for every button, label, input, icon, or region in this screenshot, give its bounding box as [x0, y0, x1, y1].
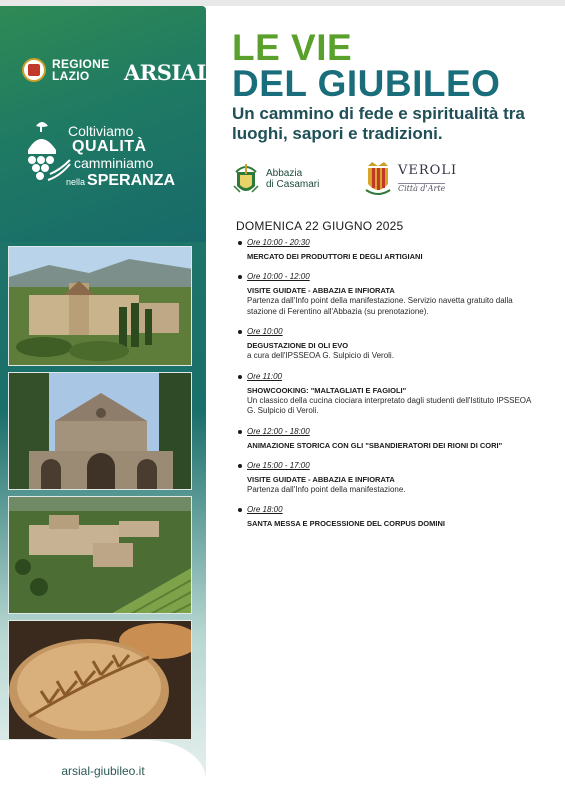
- subtitle: Un cammino di fede e spiritualità tra luoghi, sapori e tradizioni.: [232, 104, 525, 143]
- abbazia-line2: di Casamari: [266, 179, 320, 190]
- event-date: DOMENICA 22 GIUGNO 2025: [236, 219, 404, 233]
- program-title: ANIMAZIONE STORICA CON GLI "SBANDIERATORI DEI RIONI DI CORI": [247, 440, 503, 450]
- program-item: [238, 426, 538, 451]
- program-item: [238, 237, 538, 262]
- page-title: [232, 27, 501, 104]
- region-line1: REGIONE: [52, 57, 110, 71]
- program-time: Ore 10:00: [247, 327, 283, 336]
- arsial-logo: ARSIAL: [124, 60, 211, 85]
- abbey-facade-photo: [8, 372, 192, 490]
- program-time: Ore 10:00 - 20:30: [247, 238, 310, 247]
- program-title: SHOWCOOKING: "MALTAGLIATI E FAGIOLI": [247, 385, 407, 395]
- program-desc: Un classico della cucina ciociara interpretato dagli studenti dell'Istituto IPSSEOA G. Sulpicio di Veroli.: [247, 395, 531, 415]
- program-title: VISITE GUIDATE - ABBAZIA E INFIORATA: [247, 474, 395, 484]
- claim-line4-big: SPERANZA: [87, 172, 176, 189]
- program-time: Ore 11:00: [247, 371, 282, 381]
- program-item: [238, 504, 538, 529]
- program-title: DEGUSTAZIONE DI OLI EVO: [247, 341, 349, 350]
- partner-logos: [232, 160, 552, 200]
- program-time: Ore 15:00 - 17:00: [247, 460, 310, 470]
- program-item: [238, 460, 538, 496]
- veroli-name: VEROLI: [398, 163, 458, 178]
- claim-line1: Coltiviamo: [68, 123, 134, 139]
- abbey-crest-icon: [232, 162, 260, 196]
- abbazia-casamari-logo: [232, 162, 319, 196]
- veroli-tag: Città d'Arte: [398, 184, 446, 193]
- abbey-aerial-photo: [8, 496, 192, 614]
- program-desc: Partenza dall'Info point della manifestazione.: [247, 484, 406, 494]
- program-title: SANTA MESSA E PROCESSIONE DEL CORPUS DOMINI: [247, 519, 445, 528]
- claim-line2: QUALITÀ: [72, 138, 147, 155]
- program-time: Ore 10:00 - 12:00: [247, 272, 310, 281]
- claim-line4: [66, 172, 175, 190]
- program-item: [238, 326, 538, 362]
- title-line1: LE VIE: [232, 27, 353, 68]
- program-title: MERCATO DEI PRODUTTORI E DEGLI ARTIGIANI: [247, 252, 423, 261]
- regione-lazio-text: [52, 58, 109, 82]
- program-list: [238, 237, 538, 538]
- veroli-crest-icon: [364, 160, 392, 200]
- program-item: [238, 371, 538, 417]
- program-desc: Partenza dall'Info point della manifestazione. Servizio navetta gratuito dalla stazione di Ferentino all'Abbazia (su prenotazione).: [247, 296, 513, 316]
- program-item: [238, 271, 538, 317]
- claim-block: [22, 112, 192, 192]
- left-column: [0, 0, 211, 805]
- lazio-crest-icon: [22, 58, 46, 82]
- abbazia-label: [266, 168, 319, 190]
- veroli-logo: [364, 160, 457, 200]
- program-title: VISITE GUIDATE - ABBAZIA E INFIORATA: [247, 286, 395, 295]
- title-line2: DEL GIUBILEO: [232, 63, 501, 104]
- program-time: Ore 18:00: [247, 505, 283, 514]
- program-desc: a cura dell'IPSSEOA G. Sulpicio di Veroli.: [247, 351, 394, 360]
- abbazia-line1: Abbazia: [266, 168, 303, 179]
- region-line2: LAZIO: [52, 69, 90, 83]
- veroli-text: [398, 164, 457, 196]
- program-time: Ore 12:00 - 18:00: [247, 426, 310, 436]
- regione-lazio-logo: [22, 58, 109, 82]
- website-link[interactable]: arsial-giubileo.it: [61, 764, 145, 778]
- bread-photo: [8, 620, 192, 740]
- abbey-landscape-photo: [8, 246, 192, 366]
- claim-line4-small: nella: [66, 177, 86, 187]
- claim-line3: camminiamo: [74, 155, 154, 171]
